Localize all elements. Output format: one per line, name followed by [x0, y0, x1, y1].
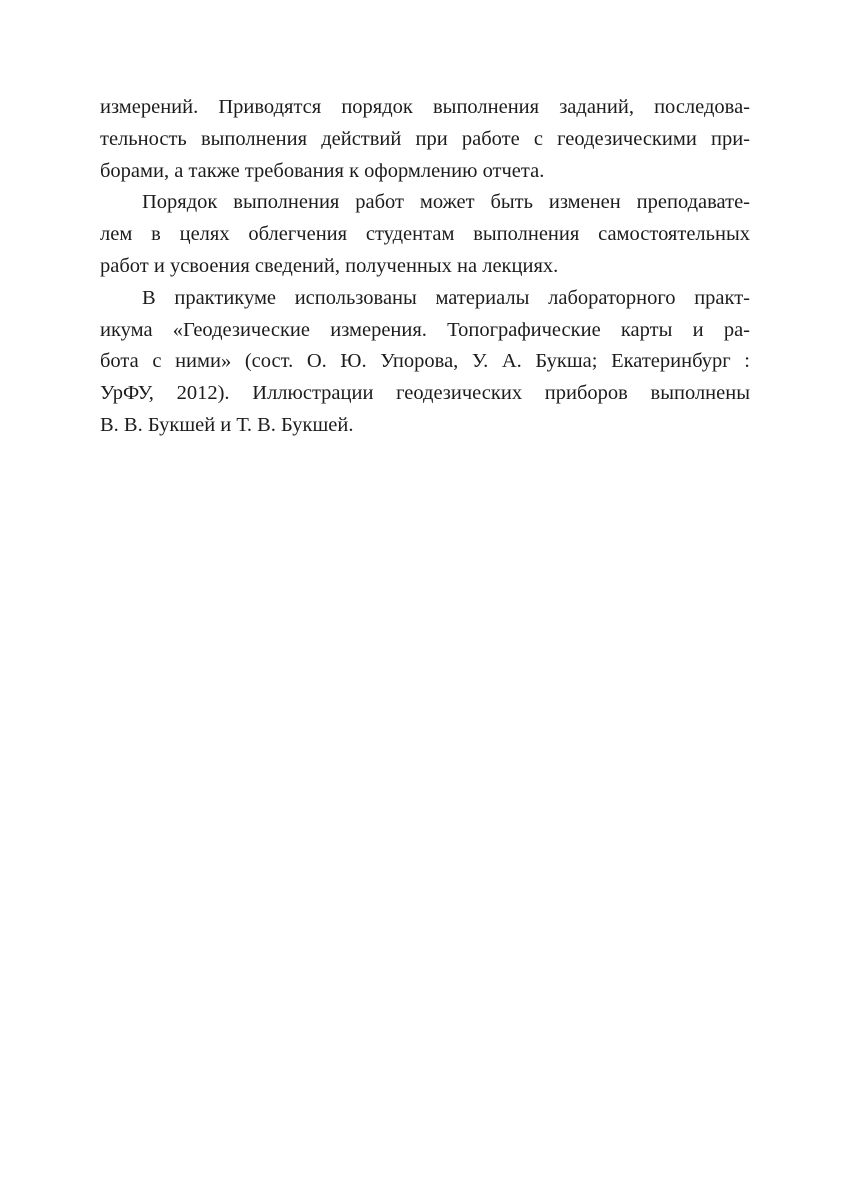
body-text — [100, 92, 750, 442]
text-line: борами, а также требования к оформлению отчета. — [100, 159, 545, 182]
paragraph-1 — [100, 92, 750, 187]
text-line: измерений. Приводятся порядок выполнения заданий, последова- — [100, 96, 750, 118]
text-line: икума «Геодезические измерения. Топографические карты и ра- — [100, 318, 750, 341]
text-line: В практикуме использованы материалы лабораторного практ- — [142, 286, 750, 309]
text-line: работ и усвоения сведений, полученных на лекциях. — [100, 254, 559, 277]
text-line: лем в целях облегчения студентам выполнения самостоятельных — [100, 223, 750, 246]
text-line: тельность выполнения действий при работе с геодезическими при- — [100, 127, 750, 150]
text-line: Порядок выполнения работ может быть изменен преподавате- — [142, 191, 750, 214]
text-line: УрФУ, 2012). Иллюстрации геодезических приборов выполнены — [100, 382, 750, 405]
text-line: В. В. Букшей и Т. В. Букшей. — [100, 413, 354, 436]
paragraph-2 — [100, 187, 750, 282]
text-line: бота с ними» (сост. О. Ю. Упорова, У. А. Букша; Екатеринбург : — [100, 350, 750, 373]
paragraph-3 — [100, 283, 750, 442]
